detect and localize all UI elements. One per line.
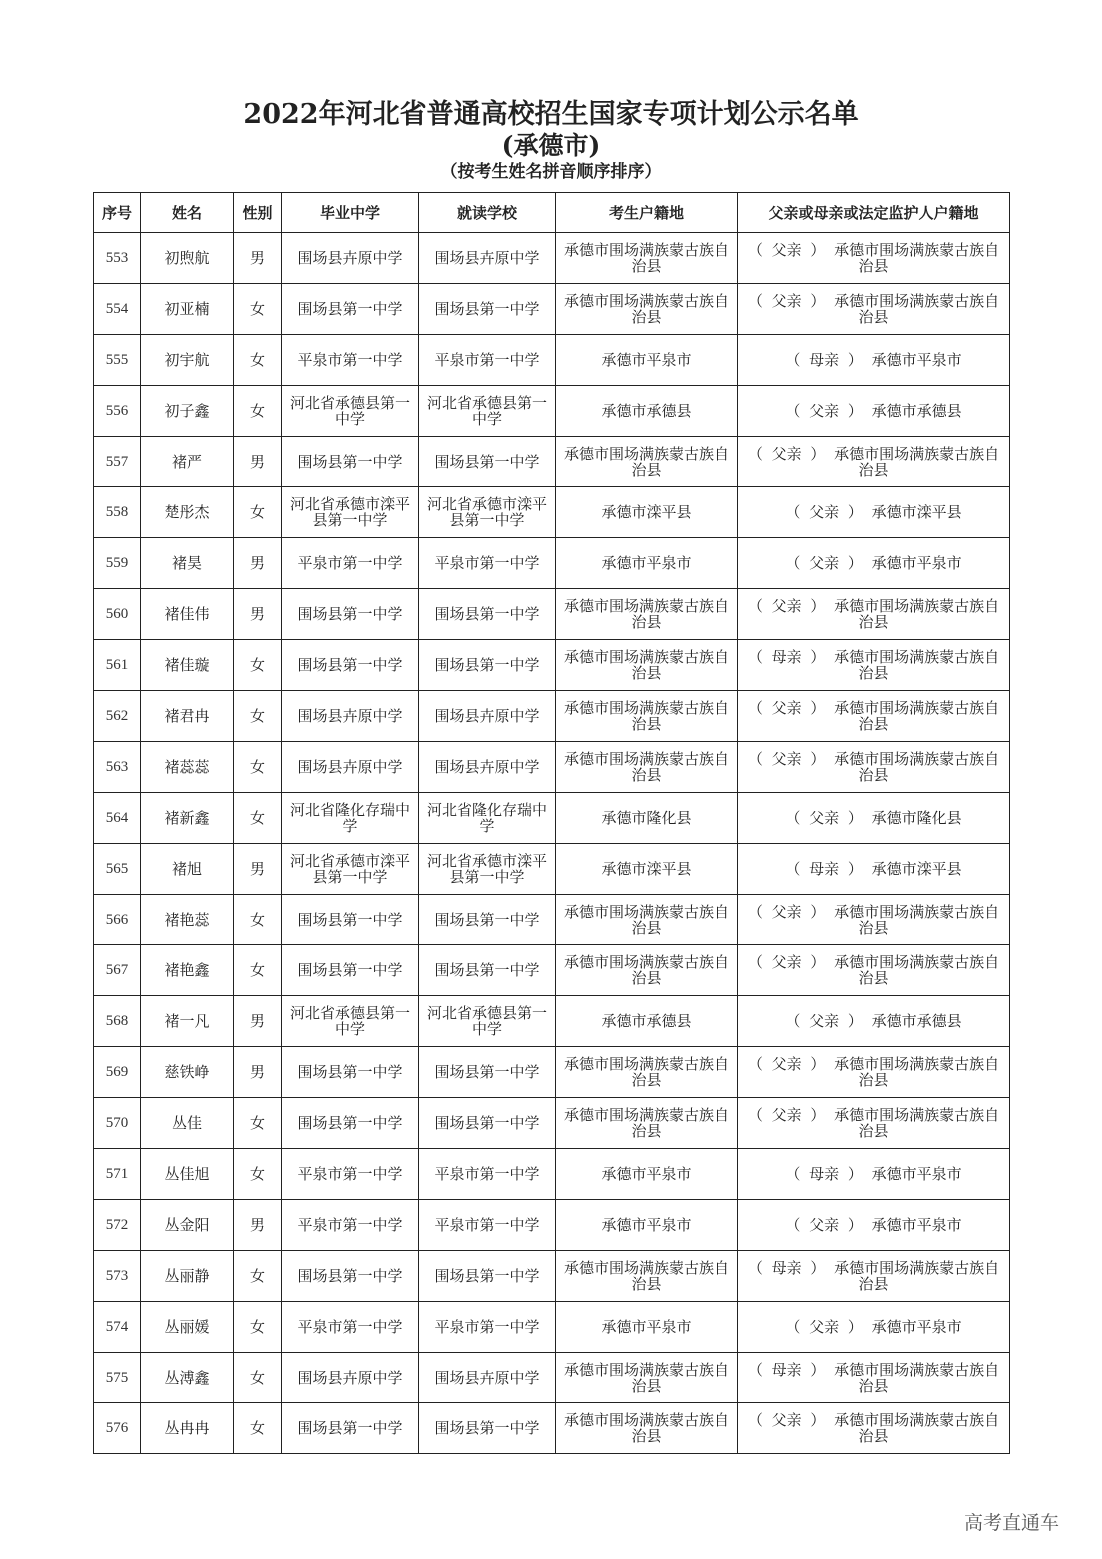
cell-current-school: 围场县卉原中学	[419, 691, 556, 742]
cell-guardian-hukou: （ 母亲 ） 承德市围场满族蒙古族自治县	[738, 1250, 1010, 1301]
cell-name: 丛丽媛	[141, 1301, 234, 1352]
cell-serial-number: 570	[94, 1098, 141, 1149]
cell-student-hukou: 承德市围场满族蒙古族自治县	[556, 1047, 738, 1098]
cell-gender: 男	[234, 436, 282, 487]
cell-student-hukou: 承德市平泉市	[556, 1301, 738, 1352]
cell-current-school: 围场县第一中学	[419, 894, 556, 945]
table-row	[94, 1149, 1010, 1200]
cell-graduated-school: 平泉市第一中学	[282, 1149, 419, 1200]
cell-student-hukou: 承德市围场满族蒙古族自治县	[556, 1403, 738, 1454]
cell-student-hukou: 承德市围场满族蒙古族自治县	[556, 741, 738, 792]
table-row	[94, 1047, 1010, 1098]
cell-gender: 女	[234, 1301, 282, 1352]
cell-graduated-school: 河北省承德县第一中学	[282, 996, 419, 1047]
cell-name: 褚严	[141, 436, 234, 487]
cell-serial-number: 572	[94, 1199, 141, 1250]
cell-serial-number: 573	[94, 1250, 141, 1301]
table-row	[94, 741, 1010, 792]
cell-student-hukou: 承德市围场满族蒙古族自治县	[556, 283, 738, 334]
cell-current-school: 平泉市第一中学	[419, 1199, 556, 1250]
cell-current-school: 河北省隆化存瑞中学	[419, 792, 556, 843]
cell-gender: 女	[234, 334, 282, 385]
cell-serial-number: 569	[94, 1047, 141, 1098]
cell-serial-number: 562	[94, 691, 141, 742]
cell-graduated-school: 平泉市第一中学	[282, 334, 419, 385]
cell-current-school: 围场县卉原中学	[419, 233, 556, 284]
table-header-row	[94, 193, 1010, 233]
cell-graduated-school: 围场县卉原中学	[282, 741, 419, 792]
cell-student-hukou: 承德市滦平县	[556, 487, 738, 538]
watermark: 高考直通车	[964, 1512, 1060, 1534]
cell-graduated-school: 河北省承德市滦平县第一中学	[282, 843, 419, 894]
cell-serial-number: 571	[94, 1149, 141, 1200]
cell-gender: 男	[234, 843, 282, 894]
cell-name: 慈铁峥	[141, 1047, 234, 1098]
header-name: 姓名	[141, 193, 234, 233]
cell-serial-number: 557	[94, 436, 141, 487]
cell-serial-number: 568	[94, 996, 141, 1047]
cell-current-school: 平泉市第一中学	[419, 334, 556, 385]
cell-serial-number: 566	[94, 894, 141, 945]
table-row	[94, 283, 1010, 334]
cell-current-school: 围场县第一中学	[419, 589, 556, 640]
cell-name: 初子鑫	[141, 385, 234, 436]
cell-student-hukou: 承德市平泉市	[556, 1199, 738, 1250]
cell-name: 丛溥鑫	[141, 1352, 234, 1403]
cell-guardian-hukou: （ 父亲 ） 承德市平泉市	[738, 1301, 1010, 1352]
cell-student-hukou: 承德市围场满族蒙古族自治县	[556, 436, 738, 487]
document-title: 2022年河北省普通高校招生国家专项计划公示名单	[243, 99, 859, 130]
cell-serial-number: 560	[94, 589, 141, 640]
cell-serial-number: 561	[94, 640, 141, 691]
cell-serial-number: 553	[94, 233, 141, 284]
cell-guardian-hukou: （ 父亲 ） 承德市滦平县	[738, 487, 1010, 538]
cell-gender: 女	[234, 1403, 282, 1454]
table-row	[94, 945, 1010, 996]
cell-student-hukou: 承德市滦平县	[556, 843, 738, 894]
table-row	[94, 640, 1010, 691]
cell-student-hukou: 承德市承德县	[556, 996, 738, 1047]
cell-gender: 女	[234, 792, 282, 843]
cell-current-school: 围场县第一中学	[419, 436, 556, 487]
cell-graduated-school: 围场县第一中学	[282, 589, 419, 640]
cell-name: 初宇航	[141, 334, 234, 385]
table-row	[94, 589, 1010, 640]
cell-serial-number: 575	[94, 1352, 141, 1403]
table-row	[94, 843, 1010, 894]
cell-graduated-school: 平泉市第一中学	[282, 538, 419, 589]
cell-graduated-school: 河北省隆化存瑞中学	[282, 792, 419, 843]
cell-name: 褚艳蕊	[141, 894, 234, 945]
cell-graduated-school: 围场县第一中学	[282, 945, 419, 996]
cell-graduated-school: 围场县第一中学	[282, 1403, 419, 1454]
table-row	[94, 487, 1010, 538]
cell-current-school: 河北省承德县第一中学	[419, 996, 556, 1047]
cell-gender: 女	[234, 945, 282, 996]
cell-guardian-hukou: （ 母亲 ） 承德市平泉市	[738, 1149, 1010, 1200]
cell-name: 褚一凡	[141, 996, 234, 1047]
cell-gender: 女	[234, 691, 282, 742]
cell-student-hukou: 承德市围场满族蒙古族自治县	[556, 894, 738, 945]
table-row	[94, 1199, 1010, 1250]
cell-serial-number: 556	[94, 385, 141, 436]
cell-name: 褚新鑫	[141, 792, 234, 843]
cell-graduated-school: 围场县第一中学	[282, 283, 419, 334]
cell-gender: 男	[234, 233, 282, 284]
cell-name: 丛佳	[141, 1098, 234, 1149]
cell-guardian-hukou: （ 父亲 ） 承德市围场满族蒙古族自治县	[738, 233, 1010, 284]
cell-name: 楚彤杰	[141, 487, 234, 538]
cell-guardian-hukou: （ 父亲 ） 承德市平泉市	[738, 538, 1010, 589]
cell-gender: 女	[234, 487, 282, 538]
cell-graduated-school: 河北省承德县第一中学	[282, 385, 419, 436]
table-row	[94, 792, 1010, 843]
cell-gender: 男	[234, 1047, 282, 1098]
cell-name: 褚艳鑫	[141, 945, 234, 996]
cell-current-school: 平泉市第一中学	[419, 1301, 556, 1352]
cell-graduated-school: 平泉市第一中学	[282, 1199, 419, 1250]
cell-gender: 男	[234, 1199, 282, 1250]
table-row	[94, 996, 1010, 1047]
cell-gender: 女	[234, 1250, 282, 1301]
cell-serial-number: 564	[94, 792, 141, 843]
table-row	[94, 1250, 1010, 1301]
cell-guardian-hukou: （ 母亲 ） 承德市滦平县	[738, 843, 1010, 894]
cell-student-hukou: 承德市围场满族蒙古族自治县	[556, 945, 738, 996]
cell-student-hukou: 承德市平泉市	[556, 1149, 738, 1200]
cell-name: 初亚楠	[141, 283, 234, 334]
cell-gender: 女	[234, 1352, 282, 1403]
cell-name: 丛金阳	[141, 1199, 234, 1250]
cell-guardian-hukou: （ 父亲 ） 承德市围场满族蒙古族自治县	[738, 1047, 1010, 1098]
cell-current-school: 围场县第一中学	[419, 640, 556, 691]
cell-student-hukou: 承德市围场满族蒙古族自治县	[556, 691, 738, 742]
cell-current-school: 围场县第一中学	[419, 1047, 556, 1098]
cell-serial-number: 554	[94, 283, 141, 334]
cell-serial-number: 565	[94, 843, 141, 894]
cell-graduated-school: 围场县第一中学	[282, 1047, 419, 1098]
cell-gender: 女	[234, 1098, 282, 1149]
table-row	[94, 1098, 1010, 1149]
cell-guardian-hukou: （ 父亲 ） 承德市围场满族蒙古族自治县	[738, 741, 1010, 792]
cell-guardian-hukou: （ 父亲 ） 承德市围场满族蒙古族自治县	[738, 1403, 1010, 1454]
cell-guardian-hukou: （ 母亲 ） 承德市平泉市	[738, 334, 1010, 385]
roster-table	[93, 192, 1010, 1454]
cell-graduated-school: 围场县第一中学	[282, 640, 419, 691]
cell-guardian-hukou: （ 父亲 ） 承德市围场满族蒙古族自治县	[738, 436, 1010, 487]
cell-student-hukou: 承德市平泉市	[556, 538, 738, 589]
cell-guardian-hukou: （ 父亲 ） 承德市围场满族蒙古族自治县	[738, 945, 1010, 996]
cell-graduated-school: 围场县卉原中学	[282, 691, 419, 742]
cell-current-school: 河北省承德县第一中学	[419, 385, 556, 436]
table-row	[94, 538, 1010, 589]
cell-student-hukou: 承德市围场满族蒙古族自治县	[556, 1098, 738, 1149]
table-row	[94, 334, 1010, 385]
cell-guardian-hukou: （ 父亲 ） 承德市围场满族蒙古族自治县	[738, 283, 1010, 334]
cell-current-school: 围场县卉原中学	[419, 1352, 556, 1403]
document-subtitle: (承德市)	[501, 131, 601, 160]
cell-name: 褚蕊蕊	[141, 741, 234, 792]
cell-student-hukou: 承德市围场满族蒙古族自治县	[556, 589, 738, 640]
cell-name: 丛冉冉	[141, 1403, 234, 1454]
table-row	[94, 691, 1010, 742]
cell-current-school: 平泉市第一中学	[419, 538, 556, 589]
cell-graduated-school: 围场县第一中学	[282, 1098, 419, 1149]
table-row	[94, 436, 1010, 487]
cell-gender: 男	[234, 996, 282, 1047]
cell-serial-number: 567	[94, 945, 141, 996]
header-guardian-hukou: 父亲或母亲或法定监护人户籍地	[738, 193, 1010, 233]
cell-guardian-hukou: （ 父亲 ） 承德市隆化县	[738, 792, 1010, 843]
cell-current-school: 河北省承德市滦平县第一中学	[419, 487, 556, 538]
cell-guardian-hukou: （ 父亲 ） 承德市围场满族蒙古族自治县	[738, 1098, 1010, 1149]
cell-current-school: 围场县第一中学	[419, 283, 556, 334]
cell-name: 褚旭	[141, 843, 234, 894]
cell-graduated-school: 围场县第一中学	[282, 894, 419, 945]
cell-current-school: 围场县第一中学	[419, 945, 556, 996]
cell-gender: 女	[234, 283, 282, 334]
table-row	[94, 1352, 1010, 1403]
cell-student-hukou: 承德市围场满族蒙古族自治县	[556, 1250, 738, 1301]
cell-guardian-hukou: （ 母亲 ） 承德市围场满族蒙古族自治县	[738, 1352, 1010, 1403]
cell-graduated-school: 围场县卉原中学	[282, 233, 419, 284]
cell-name: 褚君冉	[141, 691, 234, 742]
cell-guardian-hukou: （ 父亲 ） 承德市承德县	[738, 385, 1010, 436]
cell-serial-number: 559	[94, 538, 141, 589]
cell-graduated-school: 围场县第一中学	[282, 1250, 419, 1301]
cell-guardian-hukou: （ 父亲 ） 承德市围场满族蒙古族自治县	[738, 589, 1010, 640]
table-row	[94, 385, 1010, 436]
cell-current-school: 河北省承德市滦平县第一中学	[419, 843, 556, 894]
cell-guardian-hukou: （ 父亲 ） 承德市承德县	[738, 996, 1010, 1047]
cell-name: 褚昊	[141, 538, 234, 589]
cell-serial-number: 563	[94, 741, 141, 792]
cell-name: 丛佳旭	[141, 1149, 234, 1200]
cell-student-hukou: 承德市平泉市	[556, 334, 738, 385]
cell-gender: 女	[234, 640, 282, 691]
cell-student-hukou: 承德市承德县	[556, 385, 738, 436]
cell-serial-number: 558	[94, 487, 141, 538]
table-row	[94, 233, 1010, 284]
cell-graduated-school: 围场县卉原中学	[282, 1352, 419, 1403]
cell-student-hukou: 承德市隆化县	[556, 792, 738, 843]
cell-name: 丛丽静	[141, 1250, 234, 1301]
cell-name: 初煦航	[141, 233, 234, 284]
cell-serial-number: 576	[94, 1403, 141, 1454]
cell-gender: 女	[234, 894, 282, 945]
cell-graduated-school: 围场县第一中学	[282, 436, 419, 487]
table-row	[94, 1301, 1010, 1352]
header-student-hukou: 考生户籍地	[556, 193, 738, 233]
table-row	[94, 1403, 1010, 1454]
header-graduated-school: 毕业中学	[282, 193, 419, 233]
cell-name: 褚佳璇	[141, 640, 234, 691]
cell-student-hukou: 承德市围场满族蒙古族自治县	[556, 233, 738, 284]
cell-serial-number: 555	[94, 334, 141, 385]
cell-gender: 女	[234, 1149, 282, 1200]
cell-graduated-school: 平泉市第一中学	[282, 1301, 419, 1352]
cell-current-school: 围场县第一中学	[419, 1403, 556, 1454]
header-gender: 性别	[234, 193, 282, 233]
cell-gender: 男	[234, 589, 282, 640]
cell-guardian-hukou: （ 父亲 ） 承德市围场满族蒙古族自治县	[738, 894, 1010, 945]
cell-name: 褚佳伟	[141, 589, 234, 640]
sort-note: （按考生姓名拼音顺序排序）	[440, 162, 662, 182]
header-current-school: 就读学校	[419, 193, 556, 233]
cell-gender: 男	[234, 538, 282, 589]
cell-current-school: 平泉市第一中学	[419, 1149, 556, 1200]
table-row	[94, 894, 1010, 945]
cell-guardian-hukou: （ 母亲 ） 承德市围场满族蒙古族自治县	[738, 640, 1010, 691]
cell-student-hukou: 承德市围场满族蒙古族自治县	[556, 1352, 738, 1403]
cell-current-school: 围场县第一中学	[419, 1250, 556, 1301]
cell-gender: 女	[234, 385, 282, 436]
cell-gender: 女	[234, 741, 282, 792]
cell-guardian-hukou: （ 父亲 ） 承德市围场满族蒙古族自治县	[738, 691, 1010, 742]
cell-graduated-school: 河北省承德市滦平县第一中学	[282, 487, 419, 538]
cell-current-school: 围场县卉原中学	[419, 741, 556, 792]
cell-guardian-hukou: （ 父亲 ） 承德市平泉市	[738, 1199, 1010, 1250]
header-serial-number: 序号	[94, 193, 141, 233]
cell-serial-number: 574	[94, 1301, 141, 1352]
cell-current-school: 围场县第一中学	[419, 1098, 556, 1149]
cell-student-hukou: 承德市围场满族蒙古族自治县	[556, 640, 738, 691]
